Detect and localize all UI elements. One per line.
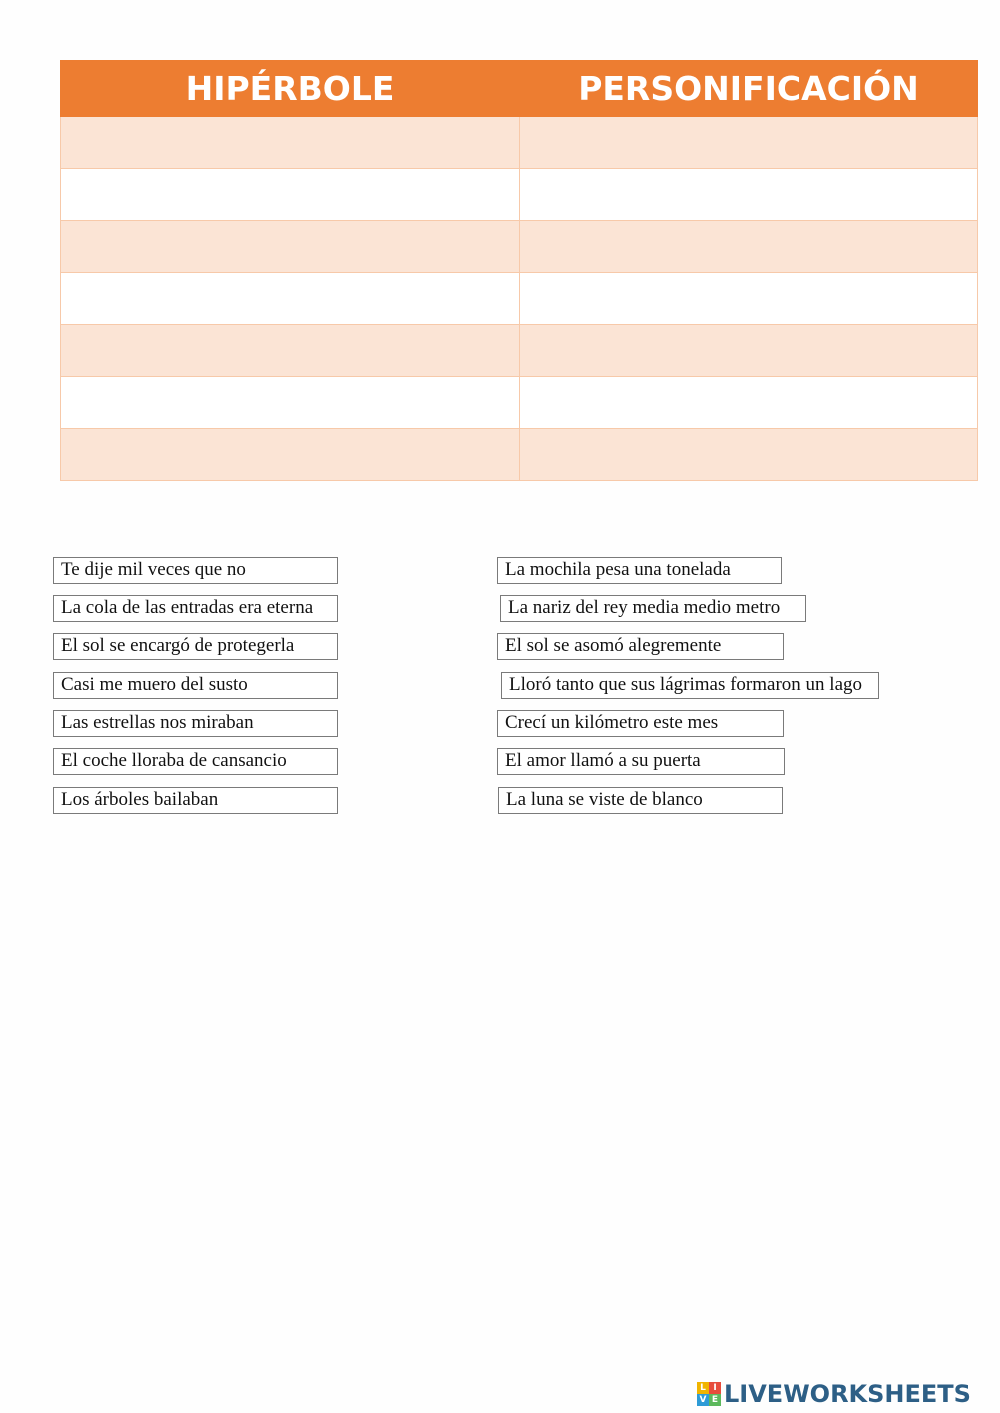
draggable-card[interactable]: Casi me muero del susto (53, 672, 338, 699)
drop-cell-personificacion-6[interactable] (520, 377, 978, 429)
drop-cell-hiperbole-6[interactable] (61, 377, 520, 429)
draggable-card[interactable]: Crecí un kilómetro este mes (497, 710, 784, 737)
drop-cell-hiperbole-4[interactable] (61, 273, 520, 325)
drop-cell-personificacion-7[interactable] (520, 429, 978, 481)
drop-cell-personificacion-5[interactable] (520, 325, 978, 377)
column-header-hiperbole: HIPÉRBOLE (61, 61, 520, 117)
logo-tile-e: E (709, 1394, 721, 1406)
draggable-card[interactable]: El coche lloraba de cansancio (53, 748, 338, 775)
drop-cell-hiperbole-3[interactable] (61, 221, 520, 273)
draggable-card[interactable]: Lloró tanto que sus lágrimas formaron un lago (501, 672, 879, 699)
drop-cell-hiperbole-1[interactable] (61, 117, 520, 169)
drop-cell-personificacion-4[interactable] (520, 273, 978, 325)
draggable-card[interactable]: Te dije mil veces que no (53, 557, 338, 584)
drop-cell-hiperbole-7[interactable] (61, 429, 520, 481)
draggable-card[interactable]: Las estrellas nos miraban (53, 710, 338, 737)
logo-tile-i: I (709, 1382, 721, 1394)
brand-name: LIVEWORKSHEETS (724, 1380, 971, 1408)
drop-cell-hiperbole-5[interactable] (61, 325, 520, 377)
draggable-card[interactable]: La luna se viste de blanco (498, 787, 783, 814)
drop-cell-personificacion-2[interactable] (520, 169, 978, 221)
draggable-card[interactable]: Los árboles bailaban (53, 787, 338, 814)
draggable-card[interactable]: El sol se encargó de protegerla (53, 633, 338, 660)
draggable-card[interactable]: La mochila pesa una tonelada (497, 557, 782, 584)
drop-cell-personificacion-3[interactable] (520, 221, 978, 273)
drop-cell-personificacion-1[interactable] (520, 117, 978, 169)
classification-table (60, 60, 978, 481)
logo-tile-v: V (697, 1394, 709, 1406)
draggable-card[interactable]: La nariz del rey media medio metro (500, 595, 806, 622)
column-header-personificacion: PERSONIFICACIÓN (520, 61, 978, 117)
draggable-card[interactable]: El amor llamó a su puerta (497, 748, 785, 775)
drop-cell-hiperbole-2[interactable] (61, 169, 520, 221)
draggable-card[interactable]: La cola de las entradas era eterna (53, 595, 338, 622)
draggable-card[interactable]: El sol se asomó alegremente (497, 633, 784, 660)
logo-tile-l: L (697, 1382, 709, 1394)
liveworksheets-icon (697, 1382, 721, 1406)
liveworksheets-logo (697, 1378, 971, 1410)
